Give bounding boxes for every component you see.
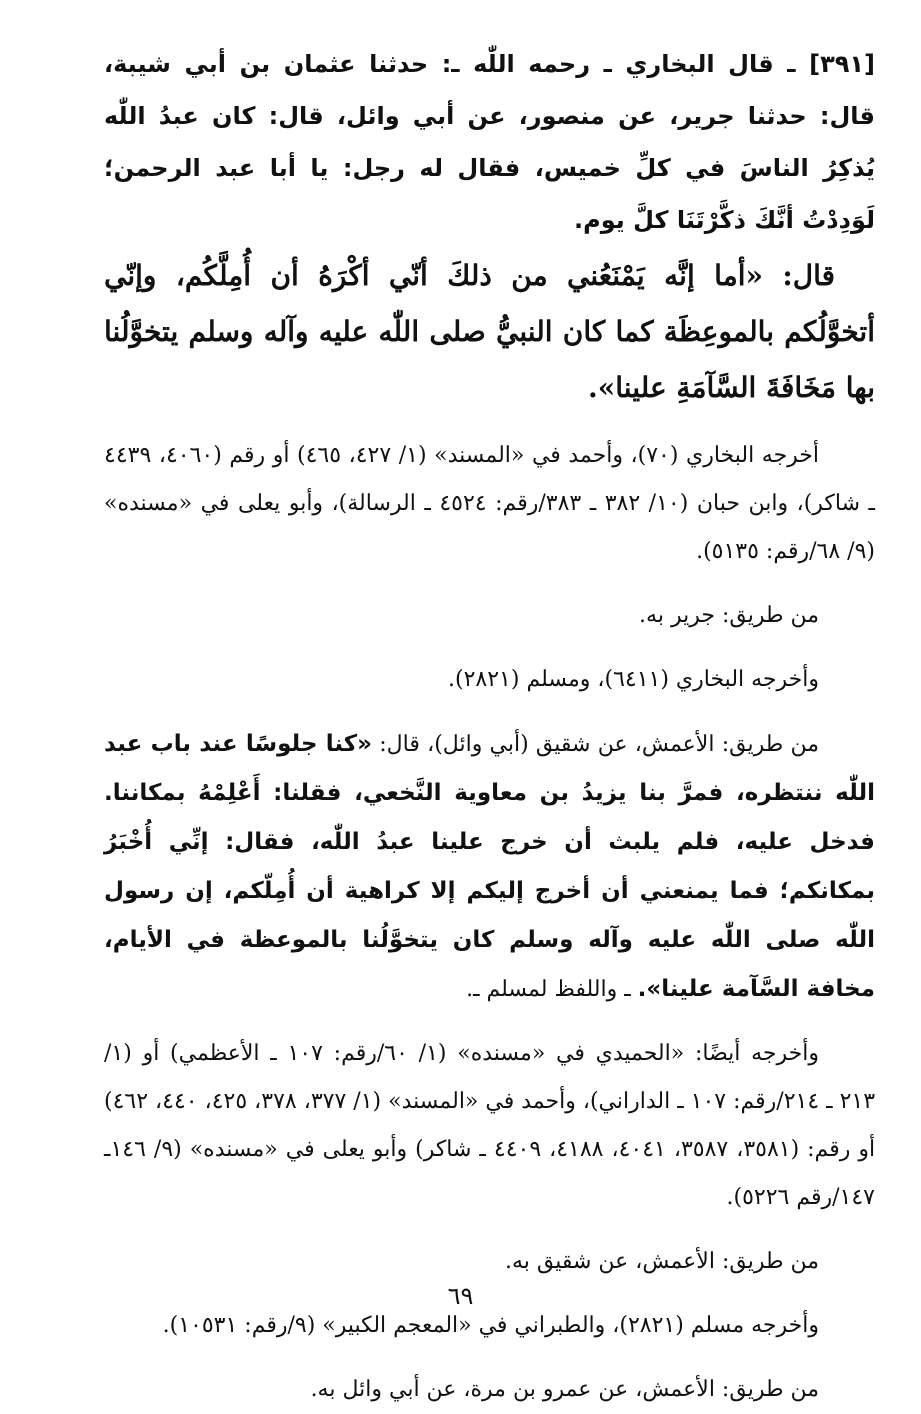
takhrij-paragraph-4-lead: من طريق: الأعمش، عن شقيق (أبي وائل)، قال: [379, 732, 819, 757]
takhrij-paragraph-4-tail: ـ واللفظ لمسلم ـ. [466, 977, 631, 1002]
takhrij-paragraph-6: من طريق: الأعمش، عن شقيق به. [504, 1249, 819, 1274]
hadith-isnad [104, 38, 875, 246]
takhrij-paragraph-7: وأخرجه مسلم (٢٨٢١)، والطبراني في «المعجم الكبير» (٩/رقم: ١٠٥٣١). [162, 1313, 819, 1338]
takhrij-paragraph-1: أخرجه البخاري (٧٠)، وأحمد في «المسند» (١/ ٤٢٧، ٤٦٥) أو رقم (٤٠٦٠، ٤٤٣٩ ـ شاكر)، وابن حبان (١٠/ ٣٨٢ ـ ٣٨٣/رقم: ٤٥٢٤ ـ الرسالة)، وأبو يعلى في «مسنده» (٩/ ٦٨/رقم: ٥١٣٥). [104, 443, 875, 564]
takhrij-paragraph-8: من طريق: الأعمش، عن عمرو بن مرة، عن أبي وائل به. [310, 1377, 819, 1402]
hadith-matn: قال: «أما إنَّه يَمْنَعُني من ذلكَ أنّي أكْرَهُ أن أُمِلَّكُم، وإنّي أتخوَّلُكم بالموعِظَة كما كان النبيُّ صلى اللّٰه عليه وآله وسلم يتخوَّلُنا بها مَخَافَةَ السَّآمَةِ علينا». [104, 259, 875, 404]
takhrij-paragraph-4-quote: «كنا جلوسًا عند باب عبد اللّٰه ننتظره، فمرَّ بنا يزيدُ بن معاوية النَّخعي، فقلنا: أَعْلِمْهُ بمكاننا. فدخل عليه، فلم يلبث أن خرج علينا عبدُ اللّٰه، فقال: إنِّي أُخْبَرُ بمكانكم؛ فما يمنعني أن أخرج إليكم إلا كراهية أن أُمِلّكم، إن رسول اللّٰه صلى اللّٰه عليه وآله وسلم كان يتخوَّلُنا بالموعظة في الأيام، مخافة السَّآمة علينا». [104, 731, 875, 1002]
takhrij-paragraph-5: وأخرجه أيضًا: «الحميدي في «مسنده» (١/ ٦٠/رقم: ١٠٧ ـ الأعظمي) أو (١/ ٢١٣ ـ ٢١٤/رقم: ١٠٧ ـ الداراني)، وأحمد في «المسند» (١/ ٣٧٧، ٣٧٨، ٤٢٥، ٤٤٠، ٤٦٢) أو رقم: (٣٥٨١، ٣٥٨٧، ٤٠٤١، ٤١٨٨، ٤٤٠٩ ـ شاكر) وأبو يعلى في «مسنده» (٩/ ١٤٦ـ ١٤٧/رقم ٥٢٢٦). [104, 1041, 876, 1210]
takhrij-paragraph-3: وأخرجه البخاري (٦٤١١)، ومسلم (٢٨٢١). [448, 667, 819, 692]
page-number: ٦٩ [447, 1282, 474, 1310]
takhrij-paragraph-2: من طريق: جرير به. [639, 603, 819, 628]
takhrij-paragraph-4 [104, 720, 875, 1014]
hadith-number: [٣٩١] [809, 50, 875, 78]
hadith-isnad-text: ـ قال البخاري ـ رحمه اللّٰه ـ: حدثنا عثمان بن أبي شيبة، قال: حدثنا جرير، عن منصور، عن أبي وائل، قال: كان عبدُ اللّٰه يُذكِرُ الناسَ في كلِّ خميس، فقال له رجل: يا أبا عبد الرحمن؛ لَوَدِدْتُ أنَّكَ ذكَّرْتَنَا كلَّ يوم. [104, 50, 875, 234]
